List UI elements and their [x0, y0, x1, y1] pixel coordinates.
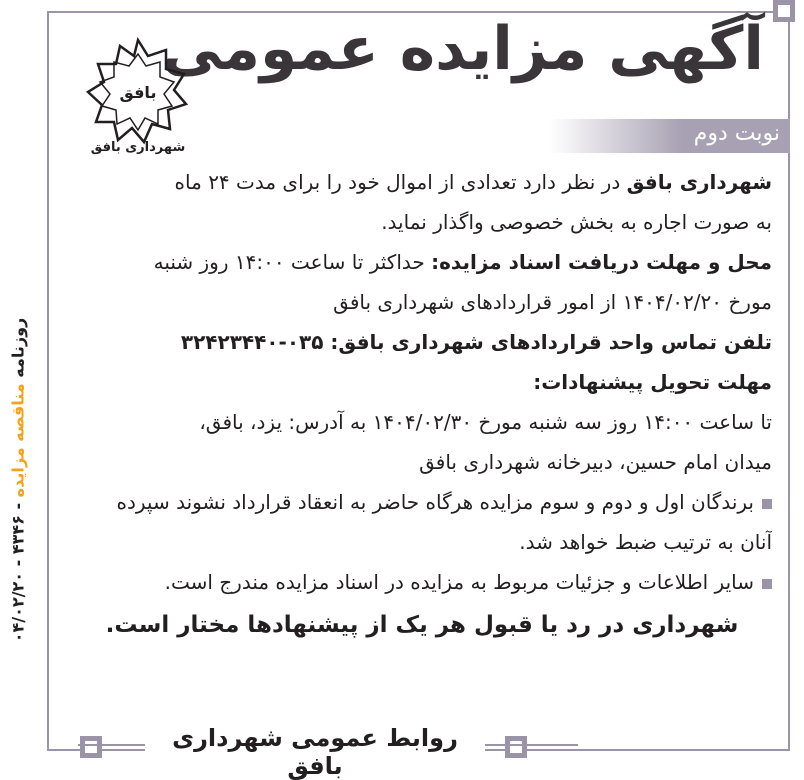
- submission-heading: مهلت تحویل پیشنهادات:: [533, 370, 772, 394]
- bullet-square-icon: [762, 579, 772, 589]
- paragraph-1-text: در نظر دارد تعدادی از اموال خود را برای مدت ۲۴ ماه: [174, 170, 627, 194]
- corner-square-bottom-left: [80, 736, 102, 758]
- contact-heading: تلفن تماس واحد قراردادهای شهرداری بافق:: [330, 330, 772, 354]
- documents-deadline: حداکثر تا ساعت ۱۴:۰۰ روز شنبه: [153, 250, 432, 274]
- final-statement: شهرداری در رد یا قبول هر یک از پیشنهادها مختار است.: [105, 612, 739, 638]
- newspaper-issue: - ۴۳۴۶ - ۰۴/۰۲/۲۰: [8, 497, 28, 643]
- corner-square-top-right: [773, 0, 795, 22]
- page-title: آگهی مزایده عمومی: [162, 14, 764, 84]
- bullet-2-text: سایر اطلاعات و جزئیات مربوط به مزایده در اسناد مزایده مندرج است.: [164, 570, 754, 594]
- bullet-1-line-1: [72, 482, 772, 522]
- paragraph-1-line-2: به صورت اجاره به بخش خصوصی واگذار نماید.: [381, 210, 772, 234]
- bullet-2: [72, 562, 772, 602]
- svg-text:بافق: بافق: [119, 83, 157, 102]
- paragraph-1-line-1: [72, 162, 772, 202]
- submission-line-2: میدان امام حسین، دبیرخانه شهرداری بافق: [419, 450, 772, 474]
- newspaper-sidebar: [9, 318, 28, 642]
- footer-signature: روابط عمومی شهرداری بافق: [145, 724, 485, 780]
- municipality-name: شهرداری بافق: [626, 170, 772, 194]
- paragraph-2-line-2: مورخ ۱۴۰۴/۰۲/۲۰ از امور قراردادهای شهرداری بافق: [333, 290, 772, 314]
- bullet-square-icon: [762, 499, 772, 509]
- contact-phone: ۰۳۵-۳۲۴۲۳۴۴۰: [180, 330, 331, 354]
- paragraph-2-line-1: [72, 242, 772, 282]
- logo-caption: شهرداری بافق: [90, 140, 186, 155]
- documents-heading: محل و مهلت دریافت اسناد مزایده:: [431, 250, 772, 274]
- newspaper-brand: مناقصه مزایده: [8, 383, 28, 498]
- bullet-1-line-2: آنان به ترتیب ضبط خواهد شد.: [519, 530, 772, 554]
- round-label: نوبت دوم: [693, 121, 780, 146]
- bullet-1-text: برندگان اول و دوم و سوم مزایده هرگاه حاضر به انعقاد قرارداد نشوند سپرده: [116, 490, 754, 514]
- newspaper-prefix: روزنامه: [8, 317, 28, 384]
- contact-line: [72, 322, 772, 362]
- corner-square-bottom-right: [505, 736, 527, 758]
- notice-body: [72, 162, 772, 648]
- submission-line-1: تا ساعت ۱۴:۰۰ روز سه شنبه مورخ ۱۴۰۴/۰۲/۳۰ به آدرس: یزد، بافق،: [199, 410, 772, 434]
